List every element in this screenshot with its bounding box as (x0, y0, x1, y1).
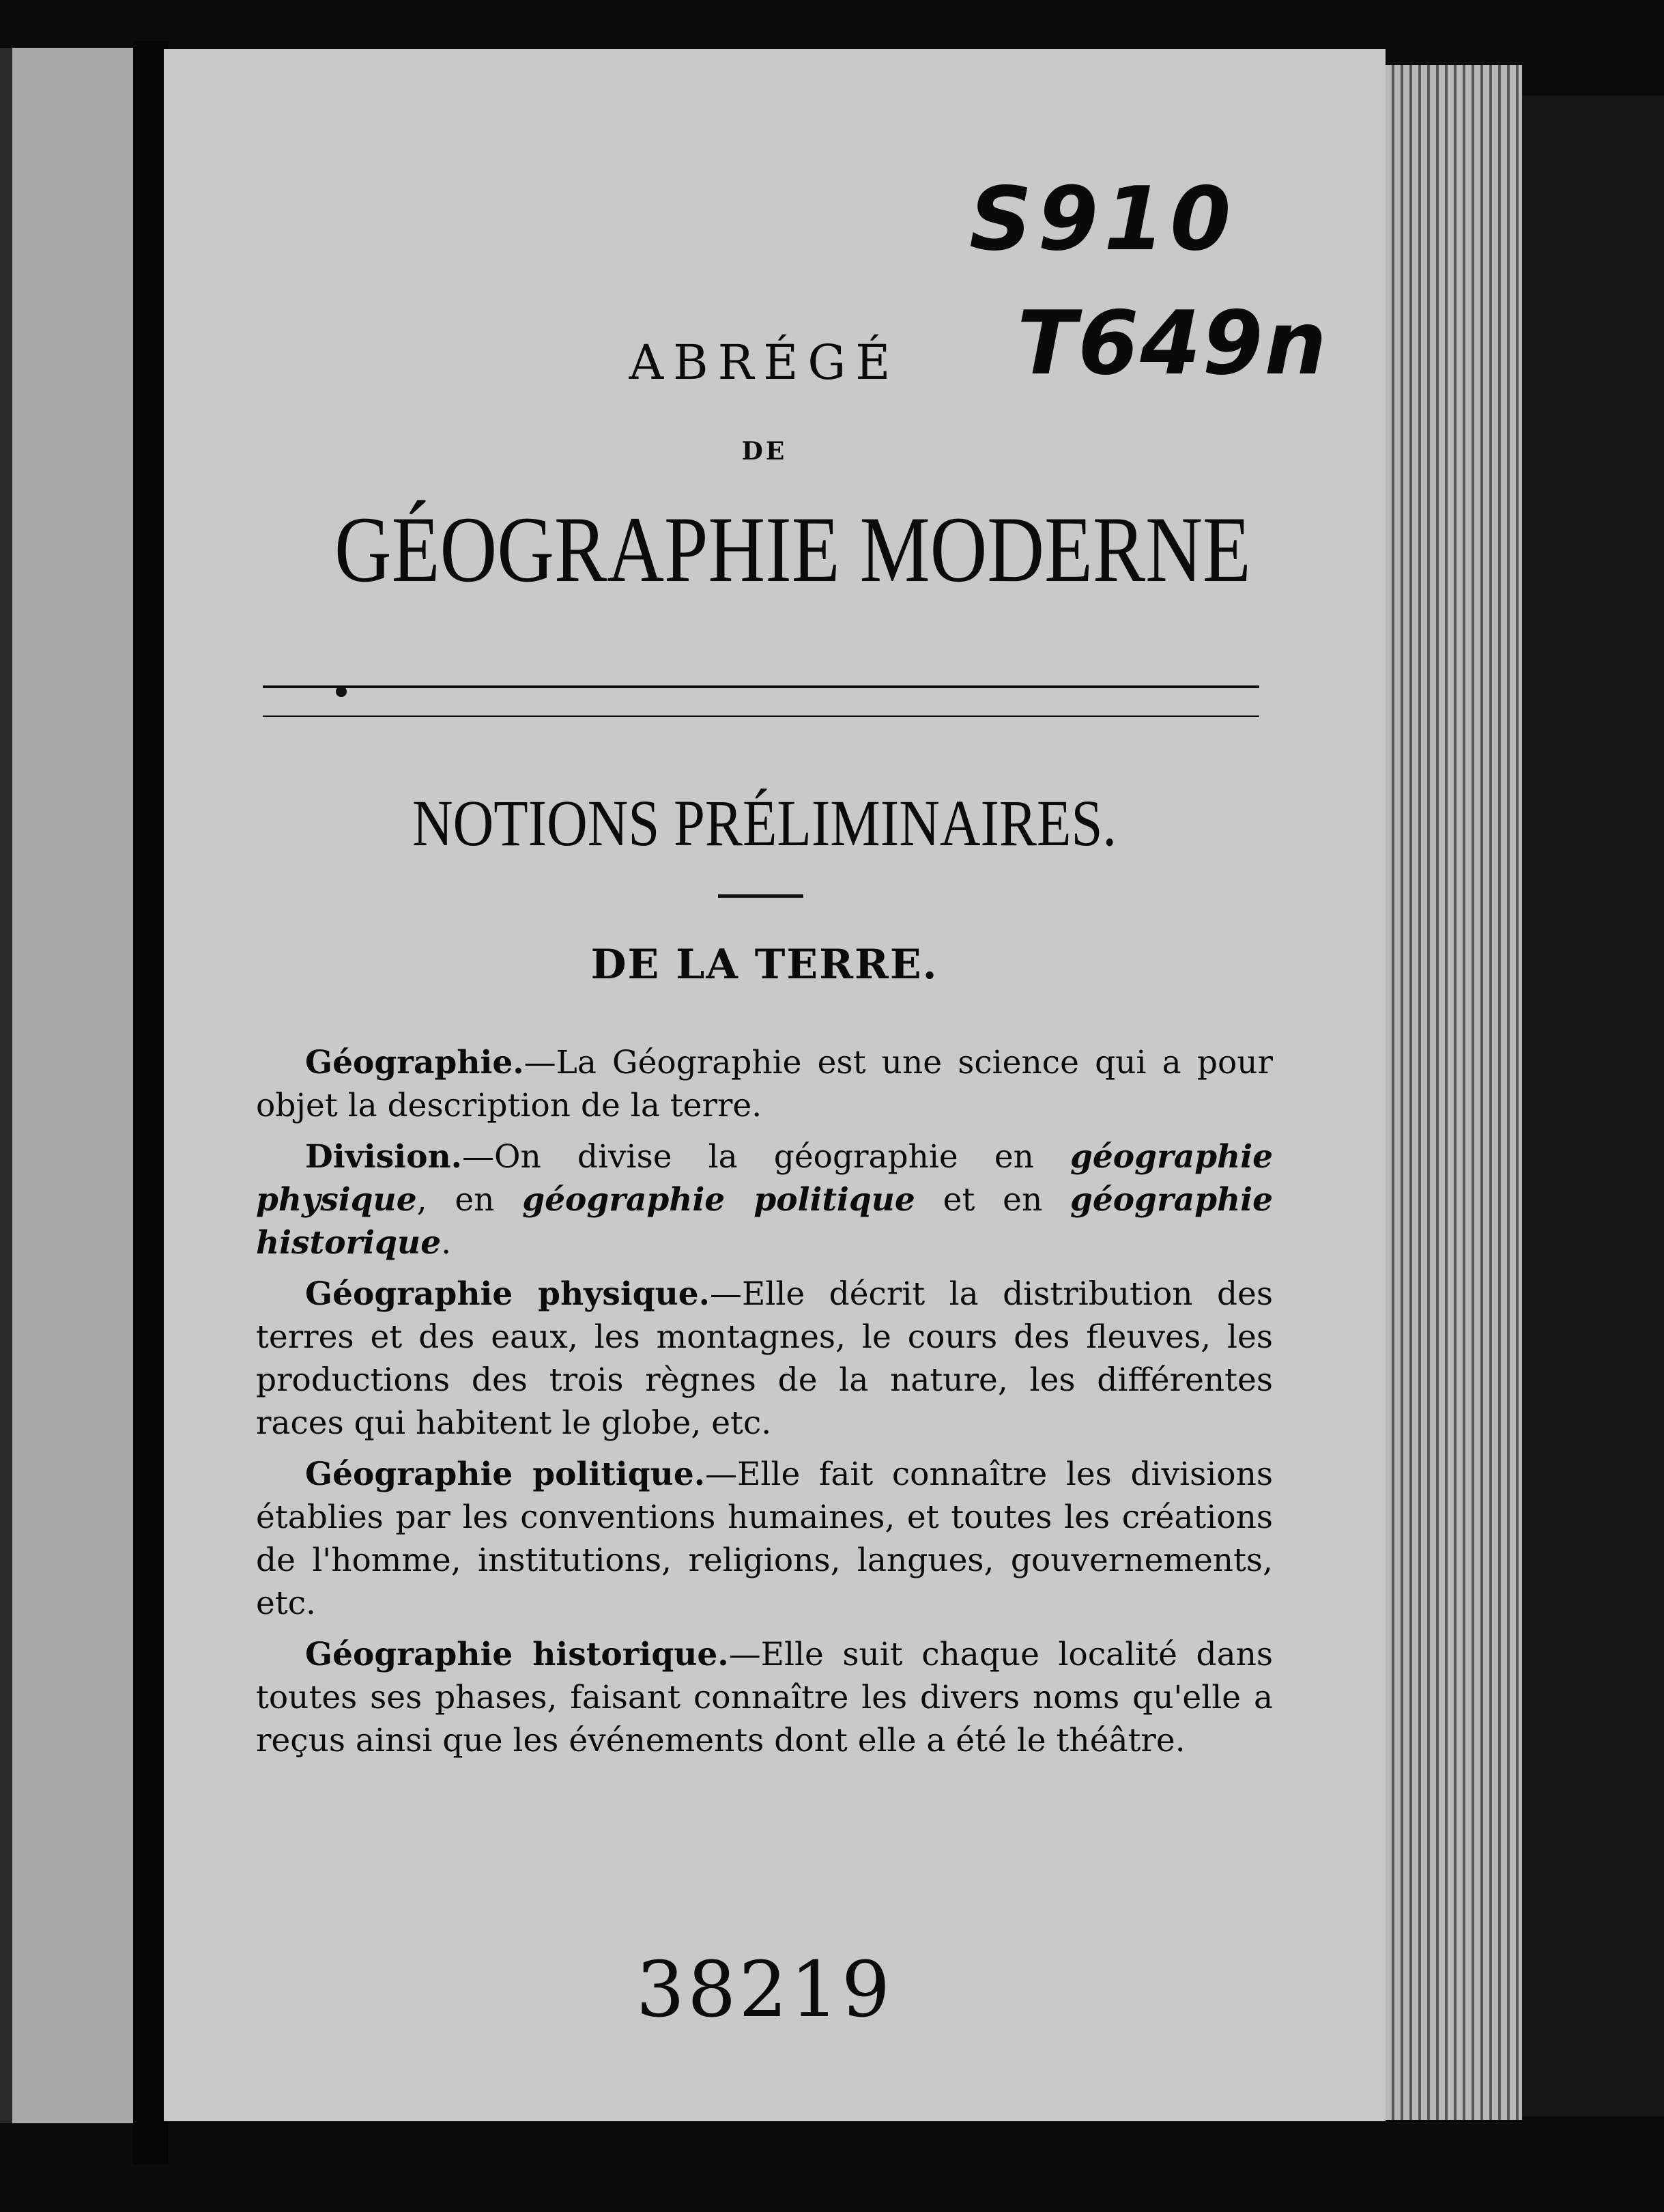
handwritten-call-number-line1: S910 (969, 169, 1237, 270)
page-stack-edges (1386, 65, 1522, 2120)
paragraph-geographie (256, 1041, 1273, 1127)
paragraph-geographie-politique (256, 1453, 1273, 1625)
paragraph-geographie-historique (256, 1633, 1273, 1762)
paragraph-geographie-physique (256, 1273, 1273, 1445)
paragraph-text: —La Géographie est une science qui a pour objet la description de la terre. (256, 1044, 1273, 1124)
body-text (256, 1041, 1273, 1770)
handwritten-call-number-line2: T649n (1017, 293, 1328, 395)
paragraph-italic: géographie historique (256, 1181, 1273, 1262)
paragraph-text: —Elle suit chaque localité dans toutes ses phases, faisant connaître les divers noms qu'elle a reçus ainsi que les événements dont elle a été le théâtre. (256, 1636, 1273, 1759)
title-line-1: ABRÉGÉ (629, 335, 900, 391)
paragraph-text: —Elle décrit la distribution des terres et des eaux, les montagnes, le cours des fleuves, les productions des trois règnes de la nature, les différentes races qui habitent le globe, etc. (256, 1275, 1273, 1442)
subtitle-rule (718, 894, 803, 898)
section-heading: DE LA TERRE. (590, 941, 938, 989)
paragraph-text: , en (416, 1181, 523, 1219)
subtitle: NOTIONS PRÉLIMINAIRES. (412, 786, 1117, 860)
rule-ornament (336, 686, 347, 697)
title-rule-thin (263, 715, 1259, 717)
title-rule-thick (263, 685, 1259, 688)
paragraph-term: Géographie politique. (305, 1456, 706, 1493)
book-cover-edge (1522, 96, 1664, 2116)
paragraph-italic: géographie politique (522, 1181, 915, 1219)
facing-page-shadow (0, 48, 12, 2123)
paragraph-text: et en (915, 1181, 1070, 1219)
paragraph-term: Géographie. (305, 1044, 524, 1081)
paragraph-term: Géographie historique. (305, 1636, 729, 1673)
title-line-2: DE (741, 437, 788, 466)
paragraph-term: Géographie physique. (305, 1275, 711, 1313)
paragraph-term: Division. (305, 1138, 462, 1176)
paragraph-text: —Elle fait connaître les divisions établies par les conventions humaines, et toutes les créations de l'homme, institutions, religions, langues, gouvernements, etc. (256, 1456, 1273, 1622)
facing-page-edge (0, 48, 133, 2123)
paragraph-text: —On divise la géographie en (461, 1138, 1070, 1176)
main-title: GÉOGRAPHIE MODERNE (334, 497, 1251, 601)
paragraph-text: . (441, 1224, 452, 1262)
paragraph-division (256, 1135, 1273, 1264)
page-number: 38219 (635, 1946, 893, 2034)
paragraph-italic: géographie physique (256, 1138, 1273, 1219)
